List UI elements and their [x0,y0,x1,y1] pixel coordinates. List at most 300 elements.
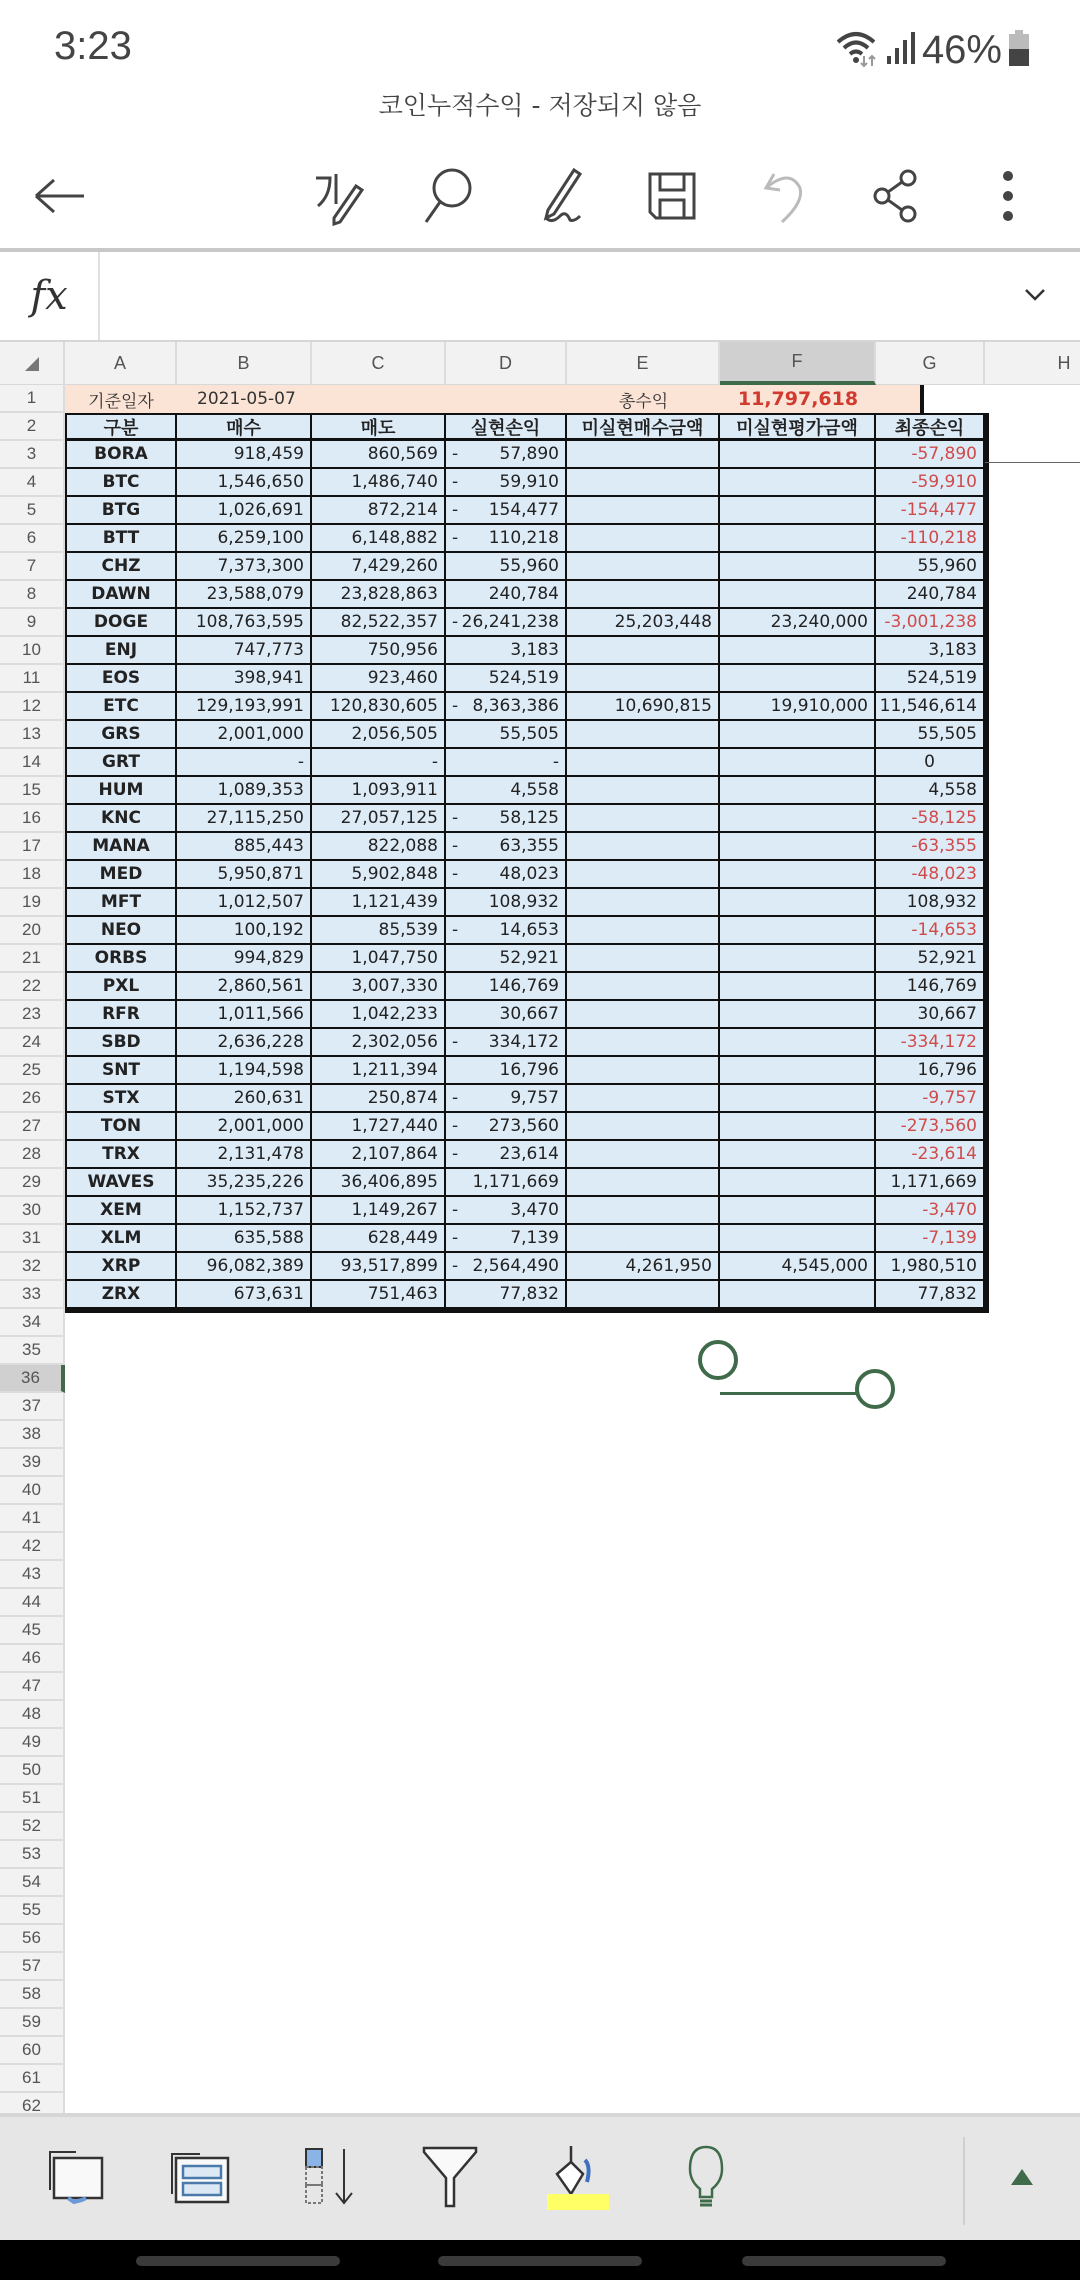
unrealized-buy-cell[interactable] [567,1085,720,1113]
row-header-24[interactable]: 24 [0,1029,65,1057]
sell-cell[interactable]: 82,522,357 [312,609,446,637]
unrealized-eval-cell[interactable] [720,469,876,497]
sell-cell[interactable]: 7,429,260 [312,553,446,581]
final-cell[interactable]: 77,832 [876,1281,985,1309]
row-header-29[interactable]: 29 [0,1169,65,1197]
unrealized-eval-cell[interactable] [720,973,876,1001]
unrealized-buy-cell[interactable] [567,777,720,805]
final-cell[interactable]: -7,139 [876,1225,985,1253]
final-cell[interactable]: -3,470 [876,1197,985,1225]
unrealized-eval-cell[interactable]: 23,240,000 [720,609,876,637]
row-header-43[interactable]: 43 [0,1561,65,1589]
row-header-12[interactable]: 12 [0,693,65,721]
sell-cell[interactable]: 85,539 [312,917,446,945]
header-cell-realized[interactable]: 실현손익 [446,413,567,441]
final-cell[interactable]: 146,769 [876,973,985,1001]
unrealized-eval-cell[interactable] [720,581,876,609]
coin-cell[interactable]: MFT [65,889,177,917]
coin-cell[interactable]: PXL [65,973,177,1001]
realized-cell[interactable] [446,1085,567,1113]
header-cell-unrealized-eval[interactable]: 미실현평가금액 [720,413,876,441]
buy-cell[interactable]: 635,588 [177,1225,312,1253]
nav-home-button[interactable] [438,2256,642,2266]
row-header-41[interactable]: 41 [0,1505,65,1533]
unrealized-buy-cell[interactable] [567,805,720,833]
row-header-61[interactable]: 61 [0,2065,65,2093]
unrealized-buy-cell[interactable] [567,833,720,861]
buy-cell[interactable]: 1,012,507 [177,889,312,917]
column-header-e[interactable]: E [567,342,720,385]
realized-cell[interactable]: 108,932 [446,889,567,917]
row-header-28[interactable]: 28 [0,1141,65,1169]
row-header-8[interactable]: 8 [0,581,65,609]
realized-cell[interactable] [446,1253,567,1281]
row-header-31[interactable]: 31 [0,1225,65,1253]
unrealized-buy-cell[interactable] [567,889,720,917]
coin-cell[interactable]: XLM [65,1225,177,1253]
sell-cell[interactable]: 751,463 [312,1281,446,1309]
buy-cell[interactable]: 5,950,871 [177,861,312,889]
final-cell[interactable]: 108,932 [876,889,985,917]
row-header-36[interactable]: 36 [0,1365,65,1393]
buy-cell[interactable]: 23,588,079 [177,581,312,609]
final-cell[interactable]: 240,784 [876,581,985,609]
share-button[interactable] [858,158,934,234]
final-cell[interactable]: -9,757 [876,1085,985,1113]
buy-cell[interactable]: 2,131,478 [177,1141,312,1169]
row-header-19[interactable]: 19 [0,889,65,917]
row-header-46[interactable]: 46 [0,1645,65,1673]
realized-cell[interactable]: 77,832 [446,1281,567,1309]
unrealized-buy-cell[interactable] [567,1169,720,1197]
unrealized-eval-cell[interactable] [720,1057,876,1085]
unrealized-buy-cell[interactable] [567,581,720,609]
realized-cell[interactable] [446,1113,567,1141]
sell-cell[interactable]: 27,057,125 [312,805,446,833]
sell-cell[interactable]: 23,828,863 [312,581,446,609]
coin-cell[interactable]: BTT [65,525,177,553]
buy-cell[interactable]: 2,860,561 [177,973,312,1001]
realized-cell[interactable] [446,609,567,637]
row-header-47[interactable]: 47 [0,1673,65,1701]
buy-cell[interactable]: 1,026,691 [177,497,312,525]
row-header-17[interactable]: 17 [0,833,65,861]
sell-cell[interactable]: 2,056,505 [312,721,446,749]
buy-cell[interactable]: 1,546,650 [177,469,312,497]
row-header-18[interactable]: 18 [0,861,65,889]
coin-cell[interactable]: MED [65,861,177,889]
sell-cell[interactable]: 1,121,439 [312,889,446,917]
coin-cell[interactable]: ORBS [65,945,177,973]
row-header-62[interactable]: 62 [0,2093,65,2113]
unrealized-buy-cell[interactable] [567,441,720,469]
buy-cell[interactable]: 2,001,000 [177,721,312,749]
row-header-6[interactable]: 6 [0,525,65,553]
coin-cell[interactable]: GRT [65,749,177,777]
unrealized-buy-cell[interactable] [567,497,720,525]
draw-button[interactable] [522,158,598,234]
select-all-button[interactable] [0,342,65,385]
unrealized-eval-cell[interactable] [720,1001,876,1029]
final-cell[interactable]: -58,125 [876,805,985,833]
row-header-30[interactable]: 30 [0,1197,65,1225]
row-header-38[interactable]: 38 [0,1421,65,1449]
buy-cell[interactable]: 885,443 [177,833,312,861]
row-header-3[interactable]: 3 [0,441,65,469]
realized-cell[interactable]: 16,796 [446,1057,567,1085]
unrealized-eval-cell[interactable] [720,805,876,833]
row-header-42[interactable]: 42 [0,1533,65,1561]
row-header-15[interactable]: 15 [0,777,65,805]
row-header-26[interactable]: 26 [0,1085,65,1113]
unrealized-buy-cell[interactable] [567,945,720,973]
unrealized-eval-cell[interactable] [720,777,876,805]
sell-cell[interactable]: 628,449 [312,1225,446,1253]
final-cell[interactable]: 11,546,614 [876,693,985,721]
column-header-d[interactable]: D [446,342,567,385]
realized-cell[interactable] [446,805,567,833]
unrealized-eval-cell[interactable] [720,1225,876,1253]
row-header-59[interactable]: 59 [0,2009,65,2037]
realized-cell[interactable]: 1,171,669 [446,1169,567,1197]
sell-cell[interactable]: 1,149,267 [312,1197,446,1225]
row-header-2[interactable]: 2 [0,413,65,441]
unrealized-eval-cell[interactable] [720,553,876,581]
row-header-45[interactable]: 45 [0,1617,65,1645]
buy-cell[interactable]: 96,082,389 [177,1253,312,1281]
coin-cell[interactable]: KNC [65,805,177,833]
row-header-49[interactable]: 49 [0,1729,65,1757]
unrealized-eval-cell[interactable] [720,1281,876,1309]
buy-cell[interactable]: 129,193,991 [177,693,312,721]
sell-cell[interactable]: 1,093,911 [312,777,446,805]
unrealized-eval-cell[interactable] [720,1169,876,1197]
realized-cell[interactable] [446,917,567,945]
final-cell[interactable]: -48,023 [876,861,985,889]
sell-cell[interactable]: 120,830,605 [312,693,446,721]
coin-cell[interactable]: STX [65,1085,177,1113]
sell-cell[interactable]: 2,302,056 [312,1029,446,1057]
final-cell[interactable]: -334,172 [876,1029,985,1057]
sell-cell[interactable]: 923,460 [312,665,446,693]
unrealized-buy-cell[interactable] [567,1029,720,1057]
final-cell[interactable]: -110,218 [876,525,985,553]
fx-label[interactable]: fx [0,252,100,340]
coin-cell[interactable]: BORA [65,441,177,469]
search-button[interactable] [410,158,486,234]
buy-cell[interactable]: 7,373,300 [177,553,312,581]
realized-cell[interactable]: 4,558 [446,777,567,805]
row-header-52[interactable]: 52 [0,1813,65,1841]
final-cell[interactable]: -57,890 [876,441,985,469]
realized-cell[interactable] [446,833,567,861]
unrealized-buy-cell[interactable]: 10,690,815 [567,693,720,721]
row-header-60[interactable]: 60 [0,2037,65,2065]
unrealized-eval-cell[interactable] [720,861,876,889]
row-header-57[interactable]: 57 [0,1953,65,1981]
coin-cell[interactable]: DAWN [65,581,177,609]
row-header-44[interactable]: 44 [0,1589,65,1617]
formula-expand-button[interactable] [1010,270,1060,320]
column-header-b[interactable]: B [177,342,312,385]
row-header-25[interactable]: 25 [0,1057,65,1085]
coin-cell[interactable]: ZRX [65,1281,177,1309]
coin-cell[interactable]: EOS [65,665,177,693]
row-header-48[interactable]: 48 [0,1701,65,1729]
handwriting-text-button[interactable] [300,158,376,234]
unrealized-buy-cell[interactable] [567,469,720,497]
buy-cell[interactable]: 2,636,228 [177,1029,312,1057]
final-cell[interactable]: -14,653 [876,917,985,945]
buy-cell[interactable]: 1,194,598 [177,1057,312,1085]
row-header-56[interactable]: 56 [0,1925,65,1953]
row-header-39[interactable]: 39 [0,1449,65,1477]
sell-cell[interactable]: 1,211,394 [312,1057,446,1085]
unrealized-eval-cell[interactable] [720,497,876,525]
sell-cell[interactable]: 1,047,750 [312,945,446,973]
unrealized-buy-cell[interactable] [567,1281,720,1309]
unrealized-eval-cell[interactable] [720,665,876,693]
formula-input[interactable] [102,252,1002,340]
row-header-13[interactable]: 13 [0,721,65,749]
row-header-21[interactable]: 21 [0,945,65,973]
coin-cell[interactable]: CHZ [65,553,177,581]
final-cell[interactable]: 55,960 [876,553,985,581]
unrealized-eval-cell[interactable] [720,1085,876,1113]
sell-cell[interactable]: 872,214 [312,497,446,525]
buy-cell[interactable]: 1,089,353 [177,777,312,805]
row-header-50[interactable]: 50 [0,1757,65,1785]
buy-cell[interactable]: 1,152,737 [177,1197,312,1225]
nav-recents-button[interactable] [136,2256,340,2266]
sell-cell[interactable]: 750,956 [312,637,446,665]
buy-cell[interactable]: 35,235,226 [177,1169,312,1197]
more-options-button[interactable] [970,158,1046,234]
row-header-32[interactable]: 32 [0,1253,65,1281]
unrealized-buy-cell[interactable] [567,1225,720,1253]
realized-cell[interactable]: 52,921 [446,945,567,973]
unrealized-buy-cell[interactable] [567,861,720,889]
buy-cell[interactable]: 6,259,100 [177,525,312,553]
unrealized-buy-cell[interactable] [567,1113,720,1141]
unrealized-buy-cell[interactable] [567,917,720,945]
header-cell-buy[interactable]: 매수 [177,413,312,441]
header-cell-sell[interactable]: 매도 [312,413,446,441]
total-label-cell[interactable]: 총수익 [618,391,669,412]
realized-cell[interactable] [446,469,567,497]
unrealized-buy-cell[interactable] [567,721,720,749]
buy-cell[interactable]: 2,001,000 [177,1113,312,1141]
coin-cell[interactable]: NEO [65,917,177,945]
final-cell[interactable]: 55,505 [876,721,985,749]
sell-cell[interactable]: 5,902,848 [312,861,446,889]
coin-cell[interactable]: XEM [65,1197,177,1225]
sell-cell[interactable]: 93,517,899 [312,1253,446,1281]
total-value-cell[interactable]: 11,797,618 [737,388,859,410]
final-cell[interactable]: 0 [876,749,985,777]
unrealized-eval-cell[interactable] [720,441,876,469]
sell-cell[interactable]: 860,569 [312,441,446,469]
row-header-40[interactable]: 40 [0,1477,65,1505]
final-cell[interactable]: -59,910 [876,469,985,497]
unrealized-buy-cell[interactable] [567,973,720,1001]
final-cell[interactable]: 1,980,510 [876,1253,985,1281]
final-cell[interactable]: -63,355 [876,833,985,861]
sort-button[interactable] [290,2137,370,2217]
unrealized-eval-cell[interactable] [720,525,876,553]
unrealized-buy-cell[interactable] [567,665,720,693]
coin-cell[interactable]: XRP [65,1253,177,1281]
final-cell[interactable]: 4,558 [876,777,985,805]
row-header-22[interactable]: 22 [0,973,65,1001]
realized-cell[interactable] [446,1029,567,1057]
sell-cell[interactable]: 822,088 [312,833,446,861]
spreadsheet-grid[interactable] [0,342,1080,2113]
row-header-37[interactable]: 37 [0,1393,65,1421]
unrealized-buy-cell[interactable] [567,1197,720,1225]
final-cell[interactable]: -23,614 [876,1141,985,1169]
coin-cell[interactable]: BTC [65,469,177,497]
row-header-33[interactable]: 33 [0,1281,65,1309]
coin-cell[interactable]: SNT [65,1057,177,1085]
buy-cell[interactable]: 673,631 [177,1281,312,1309]
coin-cell[interactable]: ETC [65,693,177,721]
sell-cell[interactable]: 2,107,864 [312,1141,446,1169]
realized-cell[interactable] [446,1197,567,1225]
coin-cell[interactable]: BTG [65,497,177,525]
save-button[interactable] [634,158,710,234]
column-header-g[interactable]: G [876,342,985,385]
buy-cell[interactable]: 260,631 [177,1085,312,1113]
unrealized-buy-cell[interactable]: 25,203,448 [567,609,720,637]
buy-cell[interactable]: 747,773 [177,637,312,665]
final-cell[interactable]: 52,921 [876,945,985,973]
unrealized-buy-cell[interactable] [567,1057,720,1085]
filter-button[interactable] [410,2137,490,2217]
coin-cell[interactable]: ENJ [65,637,177,665]
row-header-51[interactable]: 51 [0,1785,65,1813]
unrealized-eval-cell[interactable] [720,945,876,973]
sell-cell[interactable]: 1,727,440 [312,1113,446,1141]
realized-cell[interactable] [446,1225,567,1253]
row-header-9[interactable]: 9 [0,609,65,637]
realized-cell[interactable]: 55,505 [446,721,567,749]
fill-color-button[interactable] [538,2137,618,2217]
column-header-a[interactable]: A [65,342,177,385]
header-cell-unrealized-buy[interactable]: 미실현매수금액 [567,413,720,441]
realized-cell[interactable] [446,497,567,525]
coin-cell[interactable]: HUM [65,777,177,805]
header-cell-category[interactable]: 구분 [65,413,177,441]
final-cell[interactable]: 16,796 [876,1057,985,1085]
final-cell[interactable]: 30,667 [876,1001,985,1029]
realized-cell[interactable] [446,861,567,889]
realized-cell[interactable] [446,441,567,469]
final-cell[interactable]: 3,183 [876,637,985,665]
sell-cell[interactable]: 36,406,895 [312,1169,446,1197]
row-header-23[interactable]: 23 [0,1001,65,1029]
row-header-35[interactable]: 35 [0,1337,65,1365]
unrealized-eval-cell[interactable]: 19,910,000 [720,693,876,721]
row-header-14[interactable]: 14 [0,749,65,777]
row-header-16[interactable]: 16 [0,805,65,833]
row-header-53[interactable]: 53 [0,1841,65,1869]
realized-cell[interactable]: 524,519 [446,665,567,693]
buy-cell[interactable]: 100,192 [177,917,312,945]
row-header-27[interactable]: 27 [0,1113,65,1141]
coin-cell[interactable]: DOGE [65,609,177,637]
unrealized-eval-cell[interactable] [720,889,876,917]
sell-cell[interactable]: - [312,749,446,777]
unrealized-eval-cell[interactable] [720,637,876,665]
final-cell[interactable]: 1,171,669 [876,1169,985,1197]
buy-cell[interactable]: - [177,749,312,777]
buy-cell[interactable]: 994,829 [177,945,312,973]
back-button[interactable] [22,158,98,234]
undo-button[interactable] [746,158,822,234]
unrealized-buy-cell[interactable] [567,1001,720,1029]
realized-cell[interactable]: 30,667 [446,1001,567,1029]
unrealized-eval-cell[interactable] [720,833,876,861]
buy-cell[interactable]: 1,011,566 [177,1001,312,1029]
unrealized-eval-cell[interactable] [720,749,876,777]
row-header-55[interactable]: 55 [0,1897,65,1925]
coin-cell[interactable]: RFR [65,1001,177,1029]
realized-cell[interactable]: 55,960 [446,553,567,581]
unrealized-eval-cell[interactable]: 4,545,000 [720,1253,876,1281]
unrealized-eval-cell[interactable] [720,1029,876,1057]
coin-cell[interactable]: TRX [65,1141,177,1169]
unrealized-eval-cell[interactable] [720,917,876,945]
sell-cell[interactable]: 1,042,233 [312,1001,446,1029]
expand-ribbon-button[interactable] [982,2137,1062,2217]
realized-cell[interactable]: 240,784 [446,581,567,609]
sell-cell[interactable]: 250,874 [312,1085,446,1113]
final-cell[interactable]: -3,001,238 [876,609,985,637]
unrealized-buy-cell[interactable] [567,553,720,581]
sell-cell[interactable]: 6,148,882 [312,525,446,553]
buy-cell[interactable]: 108,763,595 [177,609,312,637]
selection-handle-end[interactable] [855,1369,895,1409]
sell-cell[interactable]: 3,007,330 [312,973,446,1001]
tell-me-button[interactable] [666,2137,746,2217]
row-header-5[interactable]: 5 [0,497,65,525]
freeze-panes-button[interactable] [160,2137,240,2217]
date-label-cell[interactable]: 기준일자 [88,391,154,412]
unrealized-buy-cell[interactable]: 4,261,950 [567,1253,720,1281]
realized-cell[interactable]: - [446,749,567,777]
column-header-h[interactable]: H [985,342,1080,385]
realized-cell[interactable] [446,693,567,721]
unrealized-eval-cell[interactable] [720,1197,876,1225]
buy-cell[interactable]: 398,941 [177,665,312,693]
realized-cell[interactable] [446,1141,567,1169]
row-header-7[interactable]: 7 [0,553,65,581]
coin-cell[interactable]: WAVES [65,1169,177,1197]
coin-cell[interactable]: GRS [65,721,177,749]
unrealized-buy-cell[interactable] [567,637,720,665]
realized-cell[interactable]: 146,769 [446,973,567,1001]
row-header-11[interactable]: 11 [0,665,65,693]
row-header-10[interactable]: 10 [0,637,65,665]
column-header-f[interactable]: F [720,342,876,385]
buy-cell[interactable]: 27,115,250 [177,805,312,833]
realized-cell[interactable]: 3,183 [446,637,567,665]
unrealized-eval-cell[interactable] [720,1141,876,1169]
final-cell[interactable]: -273,560 [876,1113,985,1141]
final-cell[interactable]: 524,519 [876,665,985,693]
coin-cell[interactable]: MANA [65,833,177,861]
